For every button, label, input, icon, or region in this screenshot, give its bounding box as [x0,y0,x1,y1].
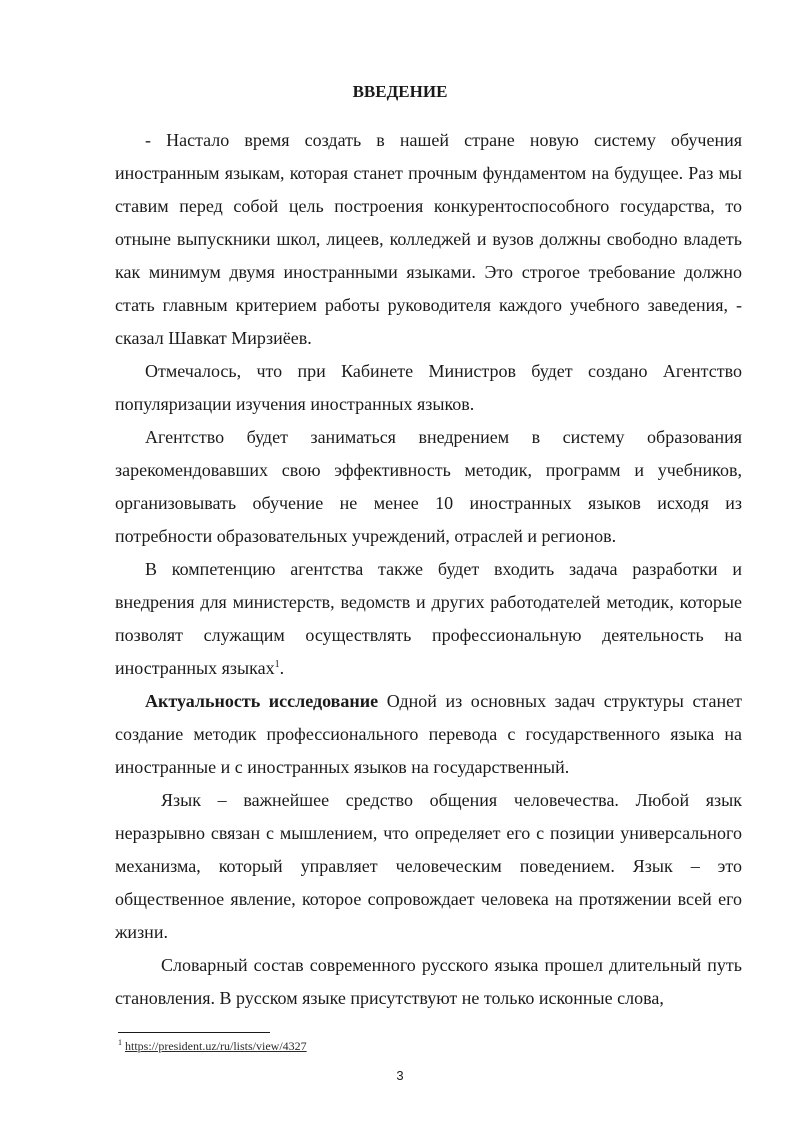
document-body [115,124,742,1015]
paragraph-language: Язык – важнейшее средство общения человечества. Любой язык неразрывно связан с мышлением, что определяет его с позиции универсального механизма, который управляет человеческим поведением. Язык – это общественное явление, которое сопровождает человека на протяжении всей его жизни. [115,790,742,942]
relevance-lead: Актуальность исследование [145,691,379,711]
paragraph-vocabulary: Словарный состав современного русского языка прошел длительный путь становления. В русском языке присутствуют не только исконные слова, [115,955,742,1008]
page-number: 3 [396,1068,404,1083]
paragraph-agency-competence: В компетенцию агентства также будет входить задача разработки и внедрения для министерств, ведомств и других работодателей методик, которые позволят служащим осуществлять профессиональную деятельность на иностранных языках$^1$. [115,559,742,678]
footnote-number: 1 [118,1038,122,1047]
paragraph-relevance [115,685,742,784]
paragraph-quote: - Настало время создать в нашей стране новую систему обучения иностранным языкам, которая станет прочным фундаментом на будущее. Раз мы ставим перед собой цель построения конкурентоспособного государства, то отныне выпускники школ, лицеев, колледжей и вузов должны свободно владеть как минимум двумя иностранными языками. Это строгое требование должно стать главным критерием работы руководителя каждого учебного заведения, - сказал Шавкат Мирзиёев. [115,130,742,348]
footnote-marker[interactable]: 1 [274,659,280,670]
paragraph-agency-created: Отмечалось, что при Кабинете Министров будет создано Агентство популяризации изучения иностранных языков. [115,361,742,414]
paragraph-agency-competence-text: В компетенцию агентства также будет входить задача разработки и внедрения для министерств, ведомств и других работодателей методик, которые позволят служащим осуществлять профессиональную деятельность на иностранных языках [115,559,742,678]
page-title: ВВЕДЕНИЕ [352,82,448,101]
paragraph-agency-tasks: Агентство будет заниматься внедрением в систему образования зарекомендовавших свою эффективность методик, программ и учебников, организовывать обучение не менее 10 иностранных языков исходя из потребности образовательных учреждений, отраслей и регионов. [115,427,742,546]
footnote [118,1038,307,1054]
relevance-text: Одной из основных задач структуры станет создание методик профессионального перевода с государственного языка на иностранные и с иностранных языков на государственный. [115,691,742,777]
footnote-link[interactable]: https://president.uz/ru/lists/view/4327 [125,1039,307,1053]
footnote-divider [118,1032,270,1033]
